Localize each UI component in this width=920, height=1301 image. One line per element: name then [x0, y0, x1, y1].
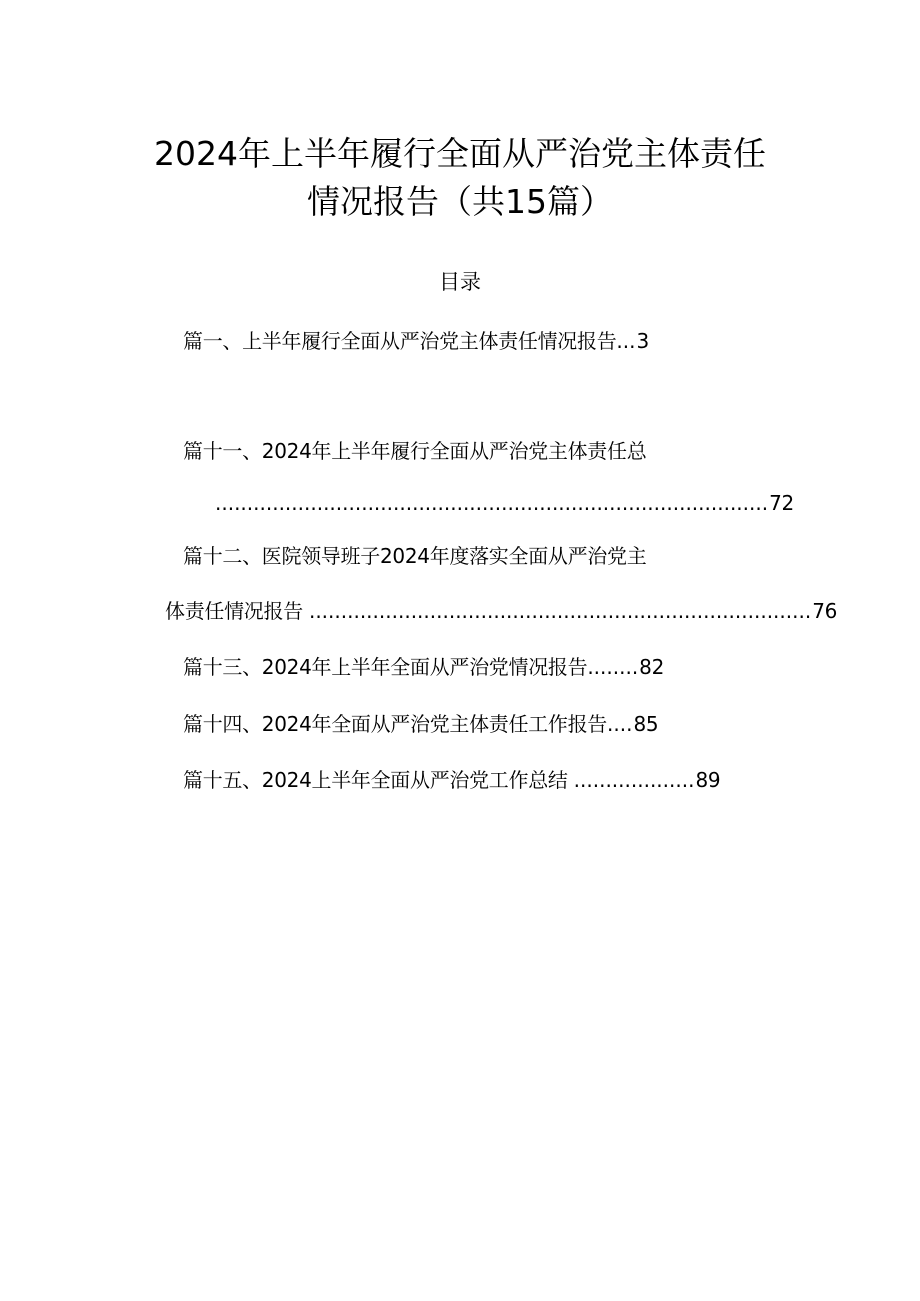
toc-entry-1-text: 篇一、上半年履行全面从严治党主体责任情况报告: [183, 329, 617, 353]
toc-entry-12-text-cont: 体责任情况报告: [165, 599, 309, 623]
document-title-line-2: 情况报告（共15篇）: [307, 182, 613, 221]
toc-entry-15-text: 篇十五、2024上半年全面从严治党工作总结: [183, 768, 574, 792]
toc-entry-15-page: 89: [695, 768, 721, 792]
toc-entry-11-page: 72: [769, 491, 794, 515]
toc-entry-12-dots: ...............................................................................: [308, 599, 812, 623]
toc-entry-14[interactable]: [183, 710, 658, 738]
toc-entry-11-text: 篇十一、2024年上半年履行全面从严治党主体责任总: [183, 439, 647, 463]
toc-entry-1-page: 3: [636, 329, 649, 353]
toc-entry-13[interactable]: [183, 653, 664, 681]
toc-entry-14-text: 篇十四、2024年全面从严治党主体责任工作报告: [183, 712, 607, 736]
toc-heading: 目录: [439, 270, 481, 294]
toc-entry-11-line-1[interactable]: [183, 437, 646, 465]
toc-entry-13-dots: ........: [587, 655, 639, 679]
toc-entry-1-dots: ...: [616, 329, 636, 353]
toc-entry-12-line-1[interactable]: [183, 542, 646, 570]
toc-entry-13-page: 82: [639, 655, 665, 679]
toc-entry-14-page: 85: [633, 712, 659, 736]
toc-entry-12-line-2[interactable]: [165, 597, 837, 625]
toc-entry-14-dots: ....: [607, 712, 633, 736]
toc-entry-12-text: 篇十二、医院领导班子2024年度落实全面从严治党主: [183, 544, 647, 568]
toc-entry-11-dots: .......................................................................................: [215, 491, 769, 515]
toc-entry-13-text: 篇十三、2024年上半年全面从严治党情况报告: [183, 655, 588, 679]
document-title-line-1: 2024年上半年履行全面从严治党主体责任: [154, 134, 766, 173]
toc-entry-15[interactable]: [183, 766, 720, 794]
toc-entry-12-page: 76: [812, 599, 838, 623]
toc-entry-15-dots: ...................: [573, 768, 695, 792]
toc-entry-11-line-2[interactable]: [215, 489, 794, 517]
toc-entry-1[interactable]: [183, 327, 649, 355]
